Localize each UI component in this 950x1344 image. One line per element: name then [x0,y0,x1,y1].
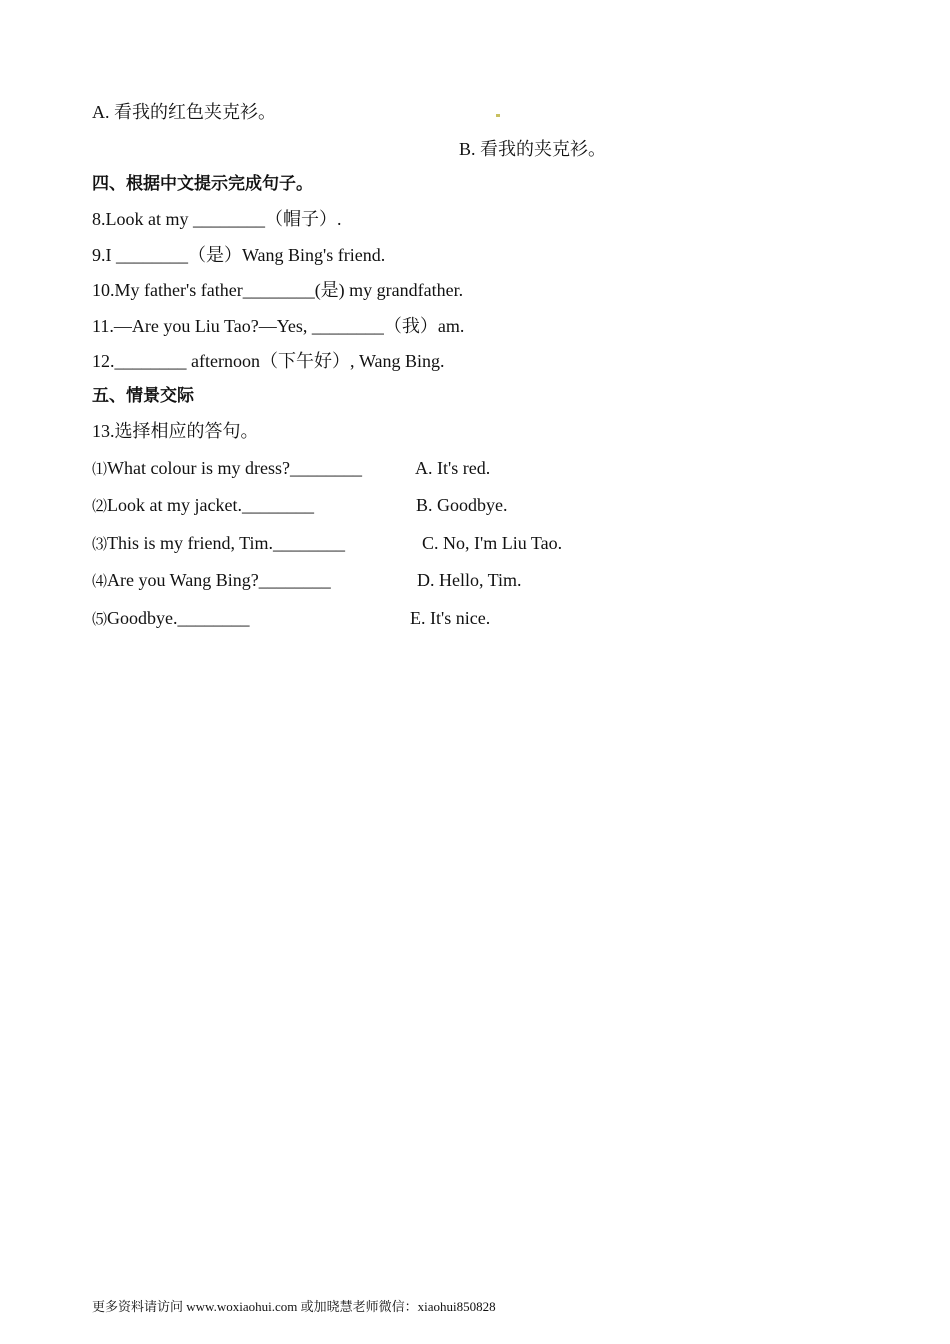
dialogue-question [92,531,345,557]
stray-mark [496,114,500,117]
question-9: 9.I ________（是）Wang Bing's friend. [92,245,386,265]
question-10: 10.My father's father________(是) my grandfather. [92,280,464,300]
question-12: 12.________ afternoon（下午好）, Wang Bing. [92,351,445,371]
dialogue-answer-option: B. Goodbye. [416,495,508,515]
dialogue-question [92,493,314,519]
dialogue-question [92,606,250,632]
dialogue-question [92,456,362,482]
dialogue-question [92,568,331,594]
dialogue-answer-option: A. It's red. [415,458,491,478]
section-4-heading: 四、根据中文提示完成句子。 [92,174,313,194]
section-5-heading: 五、情景交际 [92,386,194,406]
question-13-instruction: 13.选择相应的答句。 [92,421,259,441]
dialogue-question-number: ⑶ [92,537,108,553]
page-footer: 更多资料请访问 www.woxiaohui.com 或加晓慧老师微信：xiaohui850828 [92,1299,496,1314]
dialogue-question-number: ⑷ [92,574,108,590]
dialogue-question-text: Look at my jacket.________ [107,495,314,515]
question-8: 8.Look at my ________（帽子）. [92,209,342,229]
dialogue-question-text: This is my friend, Tim.________ [107,533,346,553]
dialogue-question-number: ⑴ [92,462,108,478]
dialogue-answer-option: C. No, I'm Liu Tao. [422,533,563,553]
dialogue-question-text: Goodbye.________ [107,608,250,628]
dialogue-question-number: ⑸ [92,612,108,628]
dialogue-question-number: ⑵ [92,499,108,515]
option-a-chinese: A. 看我的红色夹克衫。 [92,102,276,122]
question-11: 11.—Are you Liu Tao?—Yes, ________（我）am. [92,316,465,336]
dialogue-answer-option: D. Hello, Tim. [417,570,522,590]
dialogue-question-text: Are you Wang Bing?________ [107,570,331,590]
option-b-chinese: B. 看我的夹克衫。 [459,139,607,159]
dialogue-answer-option: E. It's nice. [410,608,491,628]
dialogue-question-text: What colour is my dress?________ [107,458,362,478]
